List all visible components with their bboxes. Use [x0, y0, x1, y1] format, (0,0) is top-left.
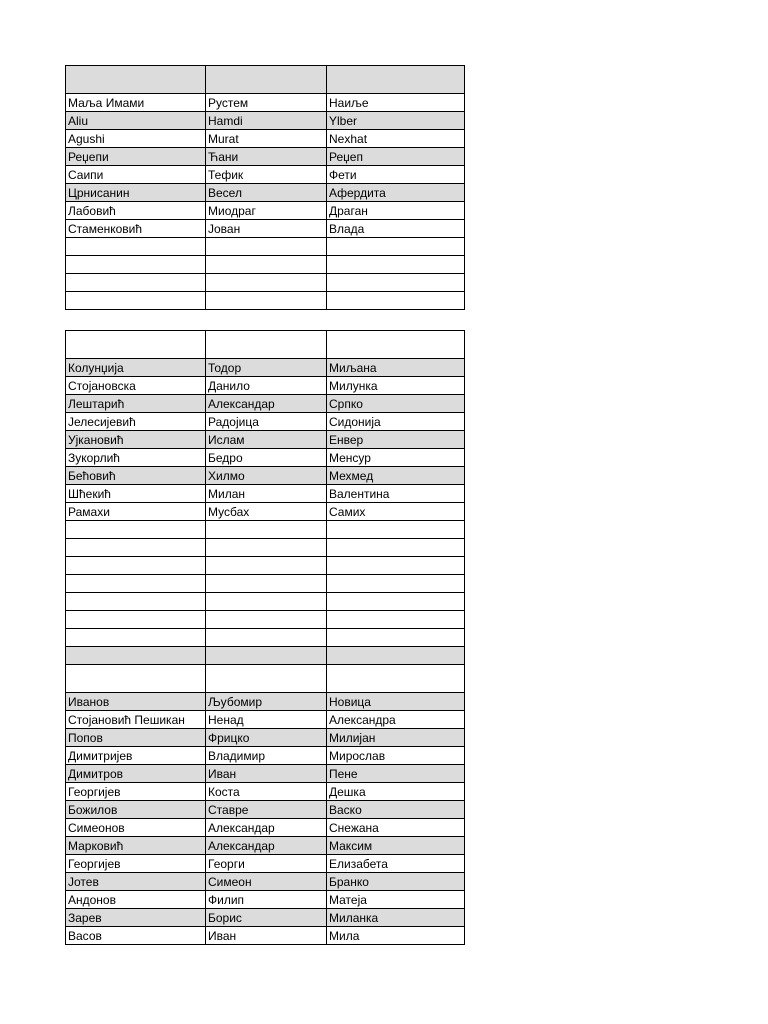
parent-name-cell[interactable]: Дешка	[327, 783, 465, 801]
first-name-cell[interactable]: Филип	[206, 891, 327, 909]
table-row	[66, 431, 465, 449]
parent-name-cell[interactable]: Мехмед	[327, 467, 465, 485]
parent-name-cell[interactable]	[327, 593, 465, 611]
table-row	[66, 331, 465, 359]
first-name-cell[interactable]: Радојица	[206, 413, 327, 431]
parent-name-cell[interactable]: Афердита	[327, 184, 465, 202]
table-row	[66, 377, 465, 395]
surname-cell[interactable]: Шћекић	[66, 485, 206, 503]
first-name-cell[interactable]	[206, 66, 327, 94]
table-row	[66, 220, 465, 238]
first-name-cell[interactable]: Весел	[206, 184, 327, 202]
first-name-cell[interactable]: Јован	[206, 220, 327, 238]
first-name-cell[interactable]	[206, 611, 327, 629]
first-name-cell[interactable]: Мусбах	[206, 503, 327, 521]
first-name-cell[interactable]: Миодраг	[206, 202, 327, 220]
table-row	[66, 927, 465, 945]
surname-cell[interactable]: Андонов	[66, 891, 206, 909]
surname-cell[interactable]: Стојановска	[66, 377, 206, 395]
table-row	[66, 629, 465, 647]
surname-cell[interactable]: Георгијев	[66, 855, 206, 873]
surname-cell[interactable]: Реџепи	[66, 148, 206, 166]
first-name-cell[interactable]	[206, 629, 327, 647]
parent-name-cell[interactable]: Мирослав	[327, 747, 465, 765]
first-name-cell[interactable]: Коста	[206, 783, 327, 801]
table-row	[66, 647, 465, 665]
surname-cell[interactable]	[66, 611, 206, 629]
parent-name-cell[interactable]	[327, 292, 465, 310]
table-row	[66, 94, 465, 112]
first-name-cell[interactable]: Тодор	[206, 359, 327, 377]
surname-cell[interactable]	[66, 274, 206, 292]
surname-cell[interactable]: Димитров	[66, 765, 206, 783]
surname-cell[interactable]: Стаменковић	[66, 220, 206, 238]
surname-cell[interactable]	[66, 647, 206, 665]
table-row	[66, 66, 465, 94]
surname-cell[interactable]: Божилов	[66, 801, 206, 819]
parent-name-cell[interactable]	[327, 331, 465, 359]
table-row	[66, 665, 465, 693]
table-row	[66, 873, 465, 891]
table-row	[66, 166, 465, 184]
surname-cell[interactable]: Aliu	[66, 112, 206, 130]
first-name-cell[interactable]	[206, 292, 327, 310]
parent-name-cell[interactable]	[327, 647, 465, 665]
first-name-cell[interactable]	[206, 331, 327, 359]
surname-cell[interactable]: Agushi	[66, 130, 206, 148]
parent-name-cell[interactable]	[327, 66, 465, 94]
first-name-cell[interactable]	[206, 593, 327, 611]
first-name-cell[interactable]: Ненад	[206, 711, 327, 729]
first-name-cell[interactable]: Данило	[206, 377, 327, 395]
surname-cell[interactable]: Рамахи	[66, 503, 206, 521]
parent-name-cell[interactable]	[327, 274, 465, 292]
first-name-cell[interactable]	[206, 557, 327, 575]
surname-cell[interactable]: Црнисанин	[66, 184, 206, 202]
parent-name-cell[interactable]: Самих	[327, 503, 465, 521]
table-row	[66, 539, 465, 557]
surname-cell[interactable]: Георгијев	[66, 783, 206, 801]
parent-name-cell[interactable]: Миљана	[327, 359, 465, 377]
first-name-cell[interactable]: Иван	[206, 927, 327, 945]
parent-name-cell[interactable]: Реџеп	[327, 148, 465, 166]
table-row	[66, 413, 465, 431]
table-row	[66, 557, 465, 575]
first-name-cell[interactable]	[206, 238, 327, 256]
table-row	[66, 711, 465, 729]
table-row	[66, 891, 465, 909]
parent-name-cell[interactable]: Милијан	[327, 729, 465, 747]
first-name-cell[interactable]: Murat	[206, 130, 327, 148]
table-row	[66, 765, 465, 783]
surname-cell[interactable]: Васов	[66, 927, 206, 945]
parent-name-cell[interactable]: Наиље	[327, 94, 465, 112]
first-name-cell[interactable]: Георги	[206, 855, 327, 873]
first-name-cell[interactable]: Иван	[206, 765, 327, 783]
table-row	[66, 611, 465, 629]
first-name-cell[interactable]	[206, 575, 327, 593]
table-row	[66, 783, 465, 801]
table-row	[66, 184, 465, 202]
surname-cell[interactable]: Колунџија	[66, 359, 206, 377]
parent-name-cell[interactable]: Александра	[327, 711, 465, 729]
first-name-cell[interactable]	[206, 539, 327, 557]
first-name-cell[interactable]	[206, 647, 327, 665]
first-name-cell[interactable]: Борис	[206, 909, 327, 927]
parent-name-cell[interactable]: Снежана	[327, 819, 465, 837]
first-name-cell[interactable]: Рустем	[206, 94, 327, 112]
parent-name-cell[interactable]: Nexhat	[327, 130, 465, 148]
surname-cell[interactable]: Бећовић	[66, 467, 206, 485]
table-row	[66, 148, 465, 166]
table-row	[66, 909, 465, 927]
parent-name-cell[interactable]: Максим	[327, 837, 465, 855]
first-name-cell[interactable]: Александар	[206, 819, 327, 837]
parent-name-cell[interactable]: Енвер	[327, 431, 465, 449]
parent-name-cell[interactable]	[327, 557, 465, 575]
parent-name-cell[interactable]: Новица	[327, 693, 465, 711]
first-name-cell[interactable]: Љубомир	[206, 693, 327, 711]
first-name-cell[interactable]	[206, 521, 327, 539]
parent-name-cell[interactable]	[327, 539, 465, 557]
parent-name-cell[interactable]	[327, 521, 465, 539]
first-name-cell[interactable]: Милан	[206, 485, 327, 503]
surname-cell[interactable]	[66, 557, 206, 575]
parent-name-cell[interactable]: Бранко	[327, 873, 465, 891]
table-row	[66, 693, 465, 711]
table-row	[66, 395, 465, 413]
table-row	[66, 485, 465, 503]
first-name-cell[interactable]: Ислам	[206, 431, 327, 449]
surname-cell[interactable]	[66, 292, 206, 310]
surname-cell[interactable]: Јелесијевић	[66, 413, 206, 431]
first-name-cell[interactable]: Ћани	[206, 148, 327, 166]
first-name-cell[interactable]: Hamdi	[206, 112, 327, 130]
surname-cell[interactable]: Зарев	[66, 909, 206, 927]
table-row	[66, 503, 465, 521]
parent-name-cell[interactable]	[327, 256, 465, 274]
table-row	[66, 575, 465, 593]
names-table-1	[65, 65, 465, 310]
surname-cell[interactable]: Марковић	[66, 837, 206, 855]
parent-name-cell[interactable]: Милунка	[327, 377, 465, 395]
surname-cell[interactable]: Димитријев	[66, 747, 206, 765]
surname-cell[interactable]: Зукорлић	[66, 449, 206, 467]
surname-cell[interactable]	[66, 629, 206, 647]
parent-name-cell[interactable]: Ylber	[327, 112, 465, 130]
surname-cell[interactable]	[66, 575, 206, 593]
surname-cell[interactable]: Попов	[66, 729, 206, 747]
parent-name-cell[interactable]	[327, 575, 465, 593]
first-name-cell[interactable]: Александар	[206, 837, 327, 855]
parent-name-cell[interactable]: Валентина	[327, 485, 465, 503]
first-name-cell[interactable]	[206, 256, 327, 274]
surname-cell[interactable]: Маља Имами	[66, 94, 206, 112]
surname-cell[interactable]: Симеонов	[66, 819, 206, 837]
parent-name-cell[interactable]: Влада	[327, 220, 465, 238]
parent-name-cell[interactable]	[327, 238, 465, 256]
surname-cell[interactable]: Саипи	[66, 166, 206, 184]
table-row	[66, 202, 465, 220]
parent-name-cell[interactable]: Сидонија	[327, 413, 465, 431]
first-name-cell[interactable]: Владимир	[206, 747, 327, 765]
table-row	[66, 274, 465, 292]
first-name-cell[interactable]: Александар	[206, 395, 327, 413]
surname-cell[interactable]	[66, 665, 206, 693]
first-name-cell[interactable]: Симеон	[206, 873, 327, 891]
table-row	[66, 837, 465, 855]
table-row	[66, 130, 465, 148]
table-row	[66, 449, 465, 467]
parent-name-cell[interactable]: Фети	[327, 166, 465, 184]
table-row	[66, 729, 465, 747]
parent-name-cell[interactable]: Елизабета	[327, 855, 465, 873]
surname-cell[interactable]	[66, 521, 206, 539]
surname-cell[interactable]	[66, 256, 206, 274]
table-row	[66, 521, 465, 539]
first-name-cell[interactable]: Бедро	[206, 449, 327, 467]
table-row	[66, 593, 465, 611]
parent-name-cell[interactable]: Српко	[327, 395, 465, 413]
surname-cell[interactable]	[66, 238, 206, 256]
table-row	[66, 801, 465, 819]
parent-name-cell[interactable]: Драган	[327, 202, 465, 220]
surname-cell[interactable]: Јотев	[66, 873, 206, 891]
first-name-cell[interactable]	[206, 274, 327, 292]
parent-name-cell[interactable]: Васко	[327, 801, 465, 819]
surname-cell[interactable]	[66, 593, 206, 611]
surname-cell[interactable]: Ујкановић	[66, 431, 206, 449]
names-table-2	[65, 330, 465, 945]
surname-cell[interactable]: Лештарић	[66, 395, 206, 413]
table-row	[66, 238, 465, 256]
first-name-cell[interactable]: Фрицко	[206, 729, 327, 747]
parent-name-cell[interactable]	[327, 665, 465, 693]
table-row	[66, 292, 465, 310]
parent-name-cell[interactable]	[327, 611, 465, 629]
parent-name-cell[interactable]: Миланка	[327, 909, 465, 927]
table-row	[66, 467, 465, 485]
surname-cell[interactable]: Иванов	[66, 693, 206, 711]
first-name-cell[interactable]: Хилмо	[206, 467, 327, 485]
surname-cell[interactable]: Стојановић Пешикан	[66, 711, 206, 729]
parent-name-cell[interactable]: Менсур	[327, 449, 465, 467]
first-name-cell[interactable]: Тефик	[206, 166, 327, 184]
table-row	[66, 747, 465, 765]
table-row	[66, 359, 465, 377]
parent-name-cell[interactable]: Пене	[327, 765, 465, 783]
surname-cell[interactable]	[66, 331, 206, 359]
parent-name-cell[interactable]: Мила	[327, 927, 465, 945]
surname-cell[interactable]	[66, 539, 206, 557]
table-row	[66, 819, 465, 837]
first-name-cell[interactable]: Ставре	[206, 801, 327, 819]
table-row	[66, 855, 465, 873]
surname-cell[interactable]: Лабовић	[66, 202, 206, 220]
table-row	[66, 112, 465, 130]
parent-name-cell[interactable]	[327, 629, 465, 647]
parent-name-cell[interactable]: Матеја	[327, 891, 465, 909]
surname-cell[interactable]	[66, 66, 206, 94]
first-name-cell[interactable]	[206, 665, 327, 693]
table-row	[66, 256, 465, 274]
